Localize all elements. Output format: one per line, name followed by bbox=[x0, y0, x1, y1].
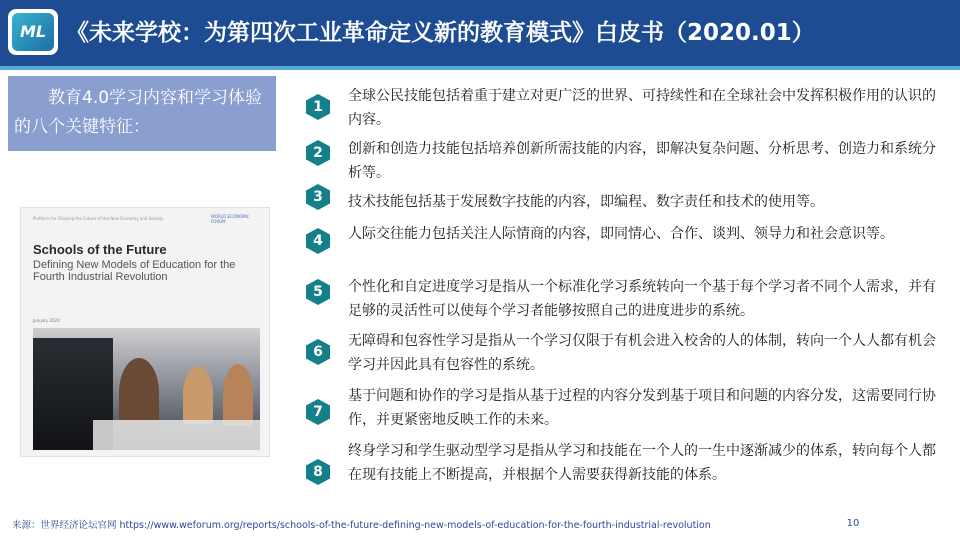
feature-text: 个性化和自定进度学习是指从一个标准化学习系统转向一个基于每个学习者不同个人需求，并有足够的灵活性可以使每个学习者能够按照自己的进度进步的系统。 bbox=[348, 279, 936, 319]
table-figure bbox=[93, 420, 260, 450]
feature-text: 人际交往能力包括关注人际情商的内容，即同情心、合作、谈判、领导力和社会意识等。 bbox=[348, 226, 894, 242]
badge-number: 7 bbox=[313, 404, 323, 420]
badge-number: 8 bbox=[313, 464, 323, 480]
feature-text: 无障碍和包容性学习是指从一个学习仅限于有机会进入校舍的人的体制，转向一个人人都有机会学习并因此具有包容性的系统。 bbox=[348, 333, 936, 373]
child-figure bbox=[183, 366, 213, 424]
cover-small-text: Platform for Shaping the Future of the New Economy and Society bbox=[33, 216, 164, 221]
header-accent-line bbox=[0, 66, 960, 70]
number-badge-icon bbox=[306, 184, 330, 210]
logo-text: ML bbox=[19, 22, 47, 41]
key-features-text: 教育4.0学习内容和学习体验的八个关键特征： bbox=[14, 88, 263, 137]
badge-number: 3 bbox=[313, 189, 323, 205]
cover-subtitle: Defining New Models of Education for the Fourth Industrial Revolution bbox=[33, 259, 236, 283]
page-title: 《未来学校：为第四次工业革命定义新的教育模式》白皮书（2020.01） bbox=[66, 20, 815, 46]
logo bbox=[8, 9, 58, 55]
number-badge-icon bbox=[306, 339, 330, 365]
number-badge-icon bbox=[306, 459, 330, 485]
badge-number: 1 bbox=[313, 99, 323, 115]
cover-date: January 2020 bbox=[33, 318, 60, 323]
badge-number: 4 bbox=[313, 233, 323, 249]
number-badge-icon bbox=[306, 228, 330, 254]
logo-icon bbox=[12, 13, 54, 51]
number-badge-icon bbox=[306, 399, 330, 425]
feature-text: 创新和创造力技能包括培养创新所需技能的内容，即解决复杂问题、分析思考、创造力和系统分析等。 bbox=[348, 141, 936, 181]
key-features-box bbox=[8, 76, 276, 151]
source-citation: 来源：世界经济论坛官网 https://www.weforum.org/reports/schools-of-the-future-defining-new-models-of-education-for-the-fourth-industrial-revolution bbox=[12, 520, 711, 531]
cover-photo bbox=[33, 328, 260, 450]
badge-number: 6 bbox=[313, 344, 323, 360]
badge-number: 2 bbox=[313, 145, 323, 161]
badge-number: 5 bbox=[313, 284, 323, 300]
feature-text: 基于问题和协作的学习是指从基于过程的内容分发到基于项目和问题的内容分发，这需要同行协作，并更紧密地反映工作的未来。 bbox=[348, 388, 936, 428]
number-badge-icon bbox=[306, 140, 330, 166]
number-badge-icon bbox=[306, 279, 330, 305]
feature-text: 全球公民技能包括着重于建立对更广泛的世界、可持续性和在全球社会中发挥积极作用的认识的内容。 bbox=[348, 88, 936, 128]
number-badge-icon bbox=[306, 94, 330, 120]
feature-text: 终身学习和学生驱动型学习是指从学习和技能在一个人的一生中逐渐减少的体系，转向每个人都在现有技能上不断提高，并根据个人需要获得新技能的体系。 bbox=[348, 443, 936, 483]
cover-tag: WORLD ECONOMIC FORUM bbox=[211, 214, 250, 224]
child-figure bbox=[223, 364, 253, 426]
cover-title: Schools of the Future bbox=[33, 242, 167, 257]
child-figure bbox=[119, 358, 159, 428]
report-cover-image bbox=[20, 207, 270, 457]
feature-text: 技术技能包括基于发展数字技能的内容，即编程、数字责任和技术的使用等。 bbox=[348, 194, 824, 210]
page-number: 10 bbox=[846, 518, 860, 529]
